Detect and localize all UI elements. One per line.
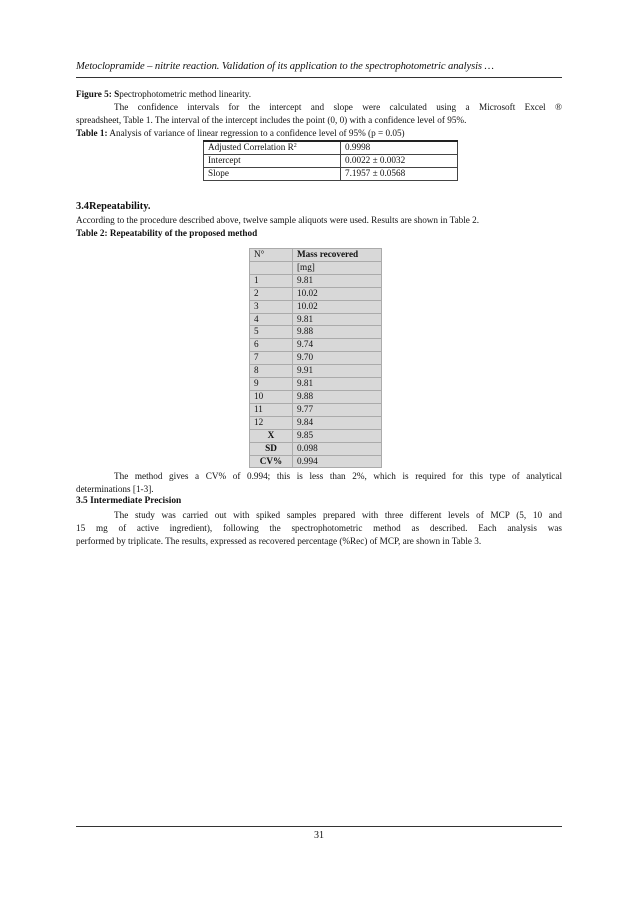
section-3-5-line-2: 15 mg of active ingredient), following the spectrophotometric method as described. Each analysis was: [76, 523, 562, 533]
table-2-cell-n: 7: [250, 352, 293, 365]
footer-rule: [76, 826, 562, 827]
table-row: [204, 154, 458, 167]
section-3-5-line-1: The study was carried out with spiked samples prepared with three different levels of MCP (5, 10 and: [114, 510, 562, 520]
table-2-cell-mass: 9.81: [293, 313, 382, 326]
figure-5-label: Figure 5: S: [76, 89, 120, 99]
table-2-stat-value: 9.85: [293, 429, 382, 442]
table-1: [203, 140, 458, 181]
table-2-cell-mass: 9.70: [293, 352, 382, 365]
table-2-header-mass: Mass recovered: [293, 249, 382, 262]
table-2-cell-mass: 9.77: [293, 403, 382, 416]
table-2-cell-n: 9: [250, 378, 293, 391]
table-2-cell-mass: 10.02: [293, 287, 382, 300]
running-header: Metoclopramide – nitrite reaction. Validation of its application to the spectrophotometric analysis …: [76, 61, 494, 72]
table-1-caption: [76, 127, 562, 140]
table-2-cell-n: 10: [250, 390, 293, 403]
table-2-cell-n: 8: [250, 365, 293, 378]
table-1-cell-name: Intercept: [204, 154, 341, 167]
table-1-caption-text: Analysis of variance of linear regression to a confidence level of 95% (p = 0.05): [107, 128, 405, 138]
section-3-4-text: According to the procedure described above, twelve sample aliquots were used. Results are shown in Table 2.: [76, 215, 480, 225]
table-2-stat-value: 0.098: [293, 442, 382, 455]
table-1-cell-name: Adjusted Correlation $R^2$: [204, 141, 341, 154]
table-2-stat-label: SD: [250, 442, 293, 455]
table-row: [250, 455, 382, 468]
table-2-cell-mass: 10.02: [293, 300, 382, 313]
table-2-cell-mass: 9.81: [293, 378, 382, 391]
table-2-cell-mass: 9.84: [293, 416, 382, 429]
table-row: [250, 352, 382, 365]
table-row: [250, 339, 382, 352]
table-1-cell-value: 0.9998: [341, 141, 458, 154]
table-row: [250, 313, 382, 326]
table-2-stats: [250, 429, 382, 468]
table-2-cell-mass: 9.81: [293, 274, 382, 287]
table-2-unit: [mg]: [293, 261, 382, 274]
table-2-cell-mass: 9.91: [293, 365, 382, 378]
table-row: [204, 141, 458, 154]
table-row: [250, 429, 382, 442]
table-row: [250, 326, 382, 339]
table-1-cell-name: Slope: [204, 167, 341, 180]
paragraph-2-line-2: determinations [1-3].: [76, 484, 154, 494]
table-row: [250, 403, 382, 416]
table-2-cell-mass: 9.88: [293, 390, 382, 403]
table-row: [250, 442, 382, 455]
table-row: [250, 365, 382, 378]
table-row: [250, 416, 382, 429]
table-2-header-row: [250, 249, 382, 262]
table-2-cell-n: 5: [250, 326, 293, 339]
table-2-caption: Table 2: Repeatability of the proposed method: [76, 228, 258, 238]
table-row: [250, 300, 382, 313]
table-2-cell-n: 2: [250, 287, 293, 300]
table-2-unit-row: [250, 261, 382, 274]
table-row: [204, 167, 458, 180]
table-1-cell-value: 0.0022 ± 0.0032: [341, 154, 458, 167]
table-1-label: Table 1:: [76, 128, 108, 138]
section-3-4-heading: 3.4Repeatability.: [76, 201, 151, 212]
table-row: [250, 287, 382, 300]
page-number: 31: [314, 830, 324, 841]
table-2-cell-mass: 9.88: [293, 326, 382, 339]
table-2-cell-mass: 9.74: [293, 339, 382, 352]
paragraph-1-line-2: spreadsheet, Table 1. The interval of the intercept includes the point (0, 0) with a confidence level of 95%.: [76, 115, 467, 125]
paragraph-2-line-1: The method gives a CV% of 0.994; this is less than 2%, which is required for this type of analytical: [114, 471, 562, 481]
figure-5-caption: [76, 88, 562, 101]
superscript-2: 2: [293, 143, 297, 149]
table-2-stat-value: 0.994: [293, 455, 382, 468]
table-1-cell-value: 7.1957 ± 0.0568: [341, 167, 458, 180]
table-2-header-n: N°: [250, 249, 293, 262]
paragraph-1-line-1: The confidence intervals for the intercept and slope were calculated using a Microsoft Excel ®: [114, 102, 562, 112]
section-3-5-heading: 3.5 Intermediate Precision: [76, 496, 182, 506]
table-2-cell-n: 4: [250, 313, 293, 326]
section-3-5-line-3: performed by triplicate. The results, expressed as recovered percentage (%Rec) of MCP, are shown in Table 3.: [76, 536, 482, 546]
table-row: [250, 390, 382, 403]
table-2-cell-n: 12: [250, 416, 293, 429]
table-row: [250, 378, 382, 391]
figure-5-caption-text: pectrophotometric method linearity.: [119, 89, 252, 99]
table-2: [249, 248, 382, 468]
table-2-body: [250, 274, 382, 429]
table-2-cell-n: 3: [250, 300, 293, 313]
table-2-stat-label: CV%: [250, 455, 293, 468]
table-2-cell-n: 6: [250, 339, 293, 352]
table-2-cell-n: 1: [250, 274, 293, 287]
table-row: [250, 274, 382, 287]
table-2-cell-n: 11: [250, 403, 293, 416]
header-rule: [76, 77, 562, 78]
table-2-stat-label: X: [250, 429, 293, 442]
